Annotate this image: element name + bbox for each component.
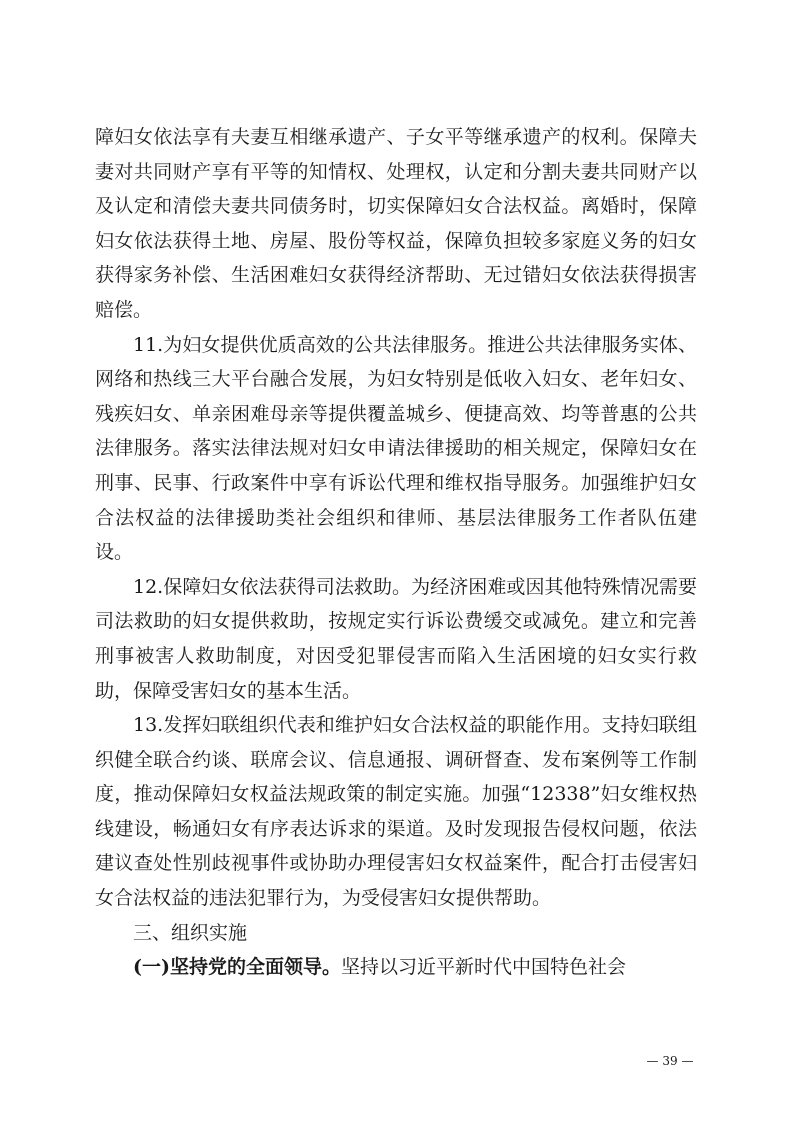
subsection-text: 坚持以习近平新时代中国特色社会 [340, 956, 626, 979]
subsection-paragraph [95, 950, 697, 985]
paragraph-item-11: 11.为妇女提供优质高效的公共法律服务。推进公共法律服务实体、网络和热线三大平台融合发展，为妇女特别是低收入妇女、老年妇女、残疾妇女、单亲困难母亲等提供覆盖城乡、便捷高效、均等普惠的公共法律服务。落实法律法规对妇女申请法律援助的相关规定，保障妇女在刑事、民事、行政案件中享有诉讼代理和维权指导服务。加强维护妇女合法权益的法律援助类社会组织和律师、基层法律服务工作者队伍建设。 [95, 333, 697, 564]
section-heading: 三、组织实施 [133, 921, 248, 944]
page-number: — 39 — [646, 1054, 694, 1068]
subsection-title: (一)坚持党的全面领导。 [133, 956, 341, 979]
paragraph-continuation: 障妇女依法享有夫妻互相继承遗产、子女平等继承遗产的权利。保障夫妻对共同财产享有平等的知情权、处理权，认定和分割夫妻共同财产以及认定和清偿夫妻共同债务时，切实保障妇女合法权益。离婚时，保障妇女依法获得土地、房屋、股份等权益，保障负担较多家庭义务的妇女获得家务补偿、生活困难妇女获得经济帮助、无过错妇女依法获得损害赔偿。 [95, 126, 697, 321]
paragraph-item-12: 12.保障妇女依法获得司法救助。为经济困难或因其他特殊情况需要司法救助的妇女提供救助，按规定实行诉讼费缓交或减免。建立和完善刑事被害人救助制度，对因受犯罪侵害而陷入生活困境的妇女实行救助，保障受害妇女的基本生活。 [95, 575, 697, 702]
document-body [95, 120, 697, 985]
paragraph-item-13: 13.发挥妇联组织代表和维护妇女合法权益的职能作用。支持妇联组织健全联合约谈、联席会议、信息通报、调研督查、发布案例等工作制度，推动保障妇女权益法规政策的制定实施。加强“12338”妇女维权热线建设，畅通妇女有序表达诉求的渠道。及时发现报告侵权问题，依法建议查处性别歧视事件或协助办理侵害妇女权益案件，配合打击侵害妇女合法权益的违法犯罪行为，为受侵害妇女提供帮助。 [95, 714, 697, 910]
